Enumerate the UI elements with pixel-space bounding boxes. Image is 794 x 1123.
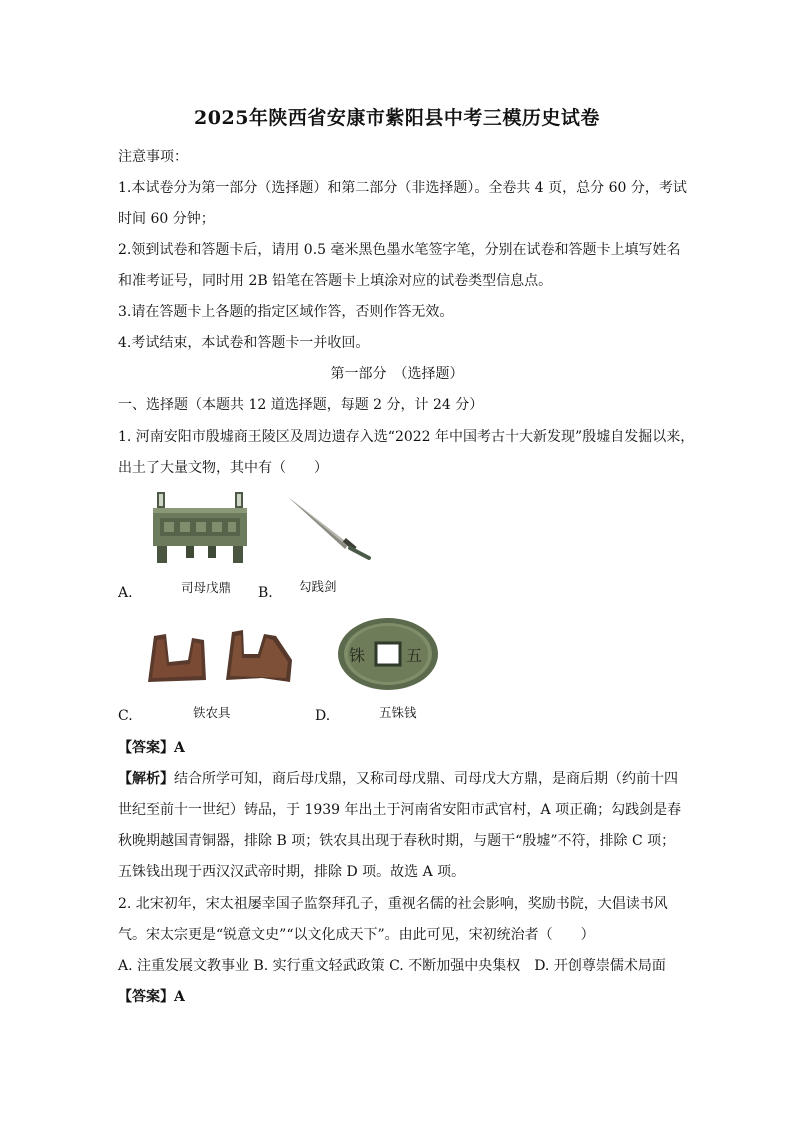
question-1-stem: 1. 河南安阳市殷墟商王陵区及周边遗存入选“2022 年中国考古十大新发现”殷墟自发掘以来， [118, 429, 695, 445]
option-a-caption: 司母戊鼎 [181, 580, 232, 595]
notice-line: 1.本试卷分为第一部分（选择题）和第二部分（非选择题）。全卷共 4 页，总分 60 分，考试 [118, 180, 687, 196]
coin-glyph-left: 铢 [349, 646, 366, 665]
notice-heading: 注意事项： [118, 149, 188, 165]
notice-line: 2.领到试卷和答题卡后，请用 0.5 毫米黑色墨水笔签字笔，分别在试卷和答题卡上填写姓名 [118, 242, 681, 258]
wuzhu-coin-icon [336, 616, 440, 692]
analysis-text: 结合所学可知，商后母戊鼎，又称司母戊鼎、司母戊大方鼎，是商后期（约前十四 [174, 771, 678, 787]
bronze-sword-icon [285, 494, 375, 562]
question-2-answer: 【答案】A [118, 989, 185, 1005]
question-2-stem: 2. 北宋初年，宋太祖屡幸国子监祭拜孔子，重视名儒的社会影响，奖励书院，大倡读书风 [118, 896, 668, 912]
option-c-caption: 铁农具 [193, 705, 231, 720]
option-b-caption: 勾践剑 [299, 579, 337, 594]
ding-vessel-icon [150, 490, 250, 565]
notice-line: 和准考证号，同时用 2B 铅笔在答题卡上填涂对应的试卷类型信息点。 [118, 273, 553, 289]
option-d-letter: D. [315, 708, 331, 724]
question-1-answer: 【答案】A [118, 740, 185, 756]
question-2-stem: 气。宋太宗更是“锐意文史”“以文化成天下”。由此可见，宋初统治者（ ） [118, 927, 595, 943]
option-d-caption: 五铢钱 [379, 705, 417, 720]
iron-tools-icon [142, 626, 297, 692]
notice-line: 时间 60 分钟； [118, 211, 215, 227]
analysis-text: 世纪至前十一世纪）铸品，于 1939 年出土于河南省安阳市武官村，A 项正确；勾践剑是春 [118, 802, 682, 818]
notice-line: 3.请在答题卡上各题的指定区域作答，否则作答无效。 [118, 304, 454, 320]
option-c-letter: C. [118, 708, 133, 724]
notice-line: 4.考试结束，本试卷和答题卡一并收回。 [118, 335, 370, 351]
question-2-options: A. 注重发展文教事业 B. 实行重文轻武政策 C. 不断加强中央集权 D. 开创尊崇儒术局面 [118, 958, 666, 974]
question-1-stem: 出土了大量文物，其中有（ ） [118, 460, 328, 476]
option-b-letter: B. [258, 585, 273, 601]
analysis-text: 五铢钱出现于西汉汉武帝时期，排除 D 项。故选 A 项。 [118, 864, 466, 880]
analysis-text: 秋晚期越国青铜器，排除 B 项；铁农具出现于春秋时期，与题干“殷墟”不符，排除 C 项； [118, 833, 676, 849]
coin-glyph-right: 五 [406, 646, 423, 665]
question-1-analysis [118, 768, 688, 788]
page-title: 2025年陕西省安康市紫阳县中考三模历史试卷 [194, 107, 600, 129]
analysis-label: 【解析】 [118, 771, 174, 787]
section-heading: 一、选择题（本题共 12 道选择题，每题 2 分，计 24 分） [118, 397, 484, 413]
option-a-letter: A. [118, 585, 133, 601]
part-title: 第一部分 （选择题） [330, 366, 464, 382]
